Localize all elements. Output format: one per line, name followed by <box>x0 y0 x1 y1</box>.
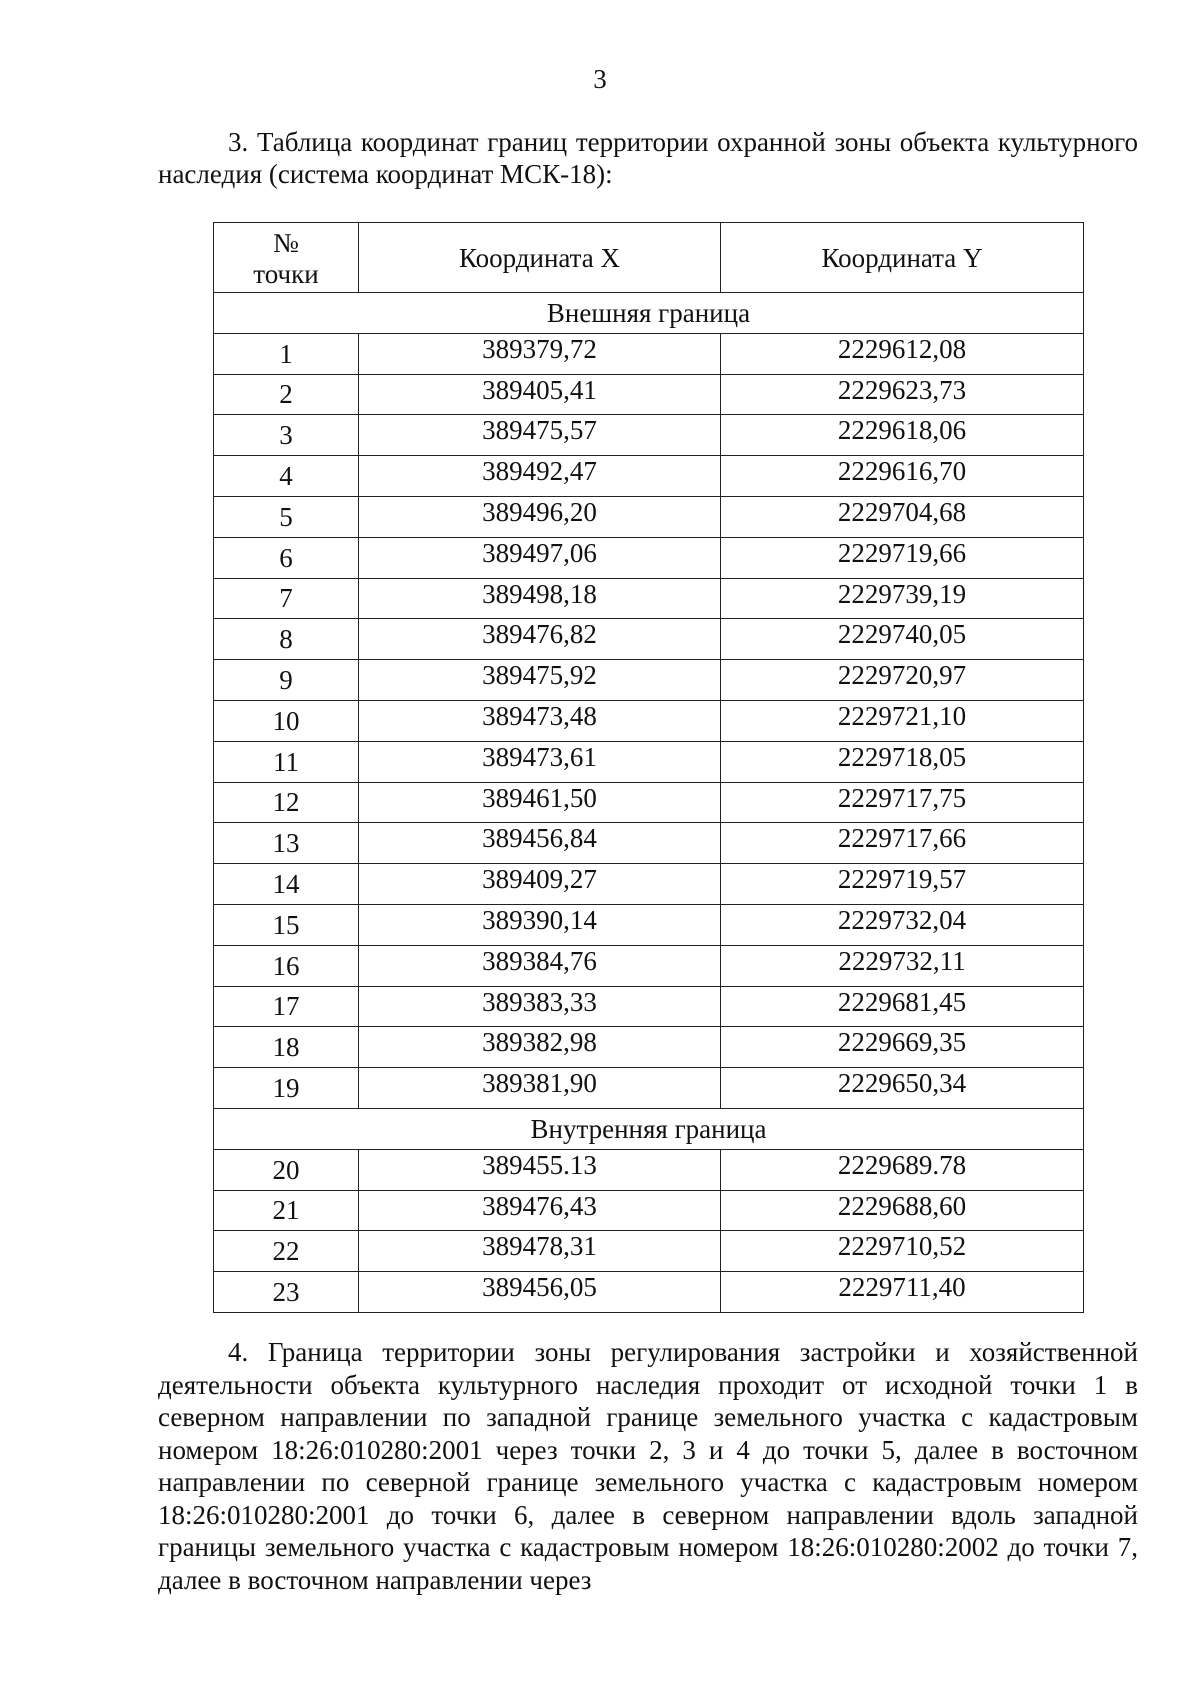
point-number-cell: 8 <box>214 619 359 660</box>
table-row <box>214 741 1084 782</box>
table-row <box>214 578 1084 619</box>
table-row <box>214 1231 1084 1272</box>
coordinate-y-cell: 2229720,97 <box>721 660 1084 701</box>
point-number-cell: 15 <box>214 904 359 945</box>
point-number-cell: 4 <box>214 456 359 497</box>
point-number-header-line1: № <box>273 227 299 258</box>
coordinate-x-cell: 389381,90 <box>359 1068 721 1109</box>
coordinate-x-cell: 389492,47 <box>359 456 721 497</box>
table-row <box>214 986 1084 1027</box>
coordinate-x-cell: 389382,98 <box>359 1027 721 1068</box>
point-number-cell: 9 <box>214 660 359 701</box>
table-row <box>214 456 1084 497</box>
point-number-cell: 2 <box>214 374 359 415</box>
coordinate-y-cell: 2229681,45 <box>721 986 1084 1027</box>
coordinate-y-cell: 2229704,68 <box>721 496 1084 537</box>
table-body <box>214 293 1084 1313</box>
table-row <box>214 1027 1084 1068</box>
coordinate-y-cell: 2229740,05 <box>721 619 1084 660</box>
point-number-cell: 21 <box>214 1190 359 1231</box>
coordinate-x-cell: 389405,41 <box>359 374 721 415</box>
table-row <box>214 864 1084 905</box>
table-row <box>214 1190 1084 1231</box>
group-title: Внешняя граница <box>214 293 1084 334</box>
coordinate-y-cell: 2229689.78 <box>721 1149 1084 1190</box>
table-row <box>214 945 1084 986</box>
table-row <box>214 660 1084 701</box>
table-row <box>214 537 1084 578</box>
coordinate-x-cell: 389383,33 <box>359 986 721 1027</box>
table-row <box>214 1068 1084 1109</box>
table-row <box>214 415 1084 456</box>
table-row <box>214 823 1084 864</box>
point-number-cell: 23 <box>214 1272 359 1313</box>
table-row <box>214 1149 1084 1190</box>
point-number-header-line2: точки <box>253 258 319 289</box>
point-number-cell: 11 <box>214 741 359 782</box>
point-number-cell: 7 <box>214 578 359 619</box>
coordinate-y-cell: 2229719,57 <box>721 864 1084 905</box>
group-title: Внутренняя граница <box>214 1108 1084 1149</box>
point-number-cell: 1 <box>214 333 359 374</box>
page-number: 3 <box>593 64 607 94</box>
table-group-row <box>214 293 1084 334</box>
coordinate-y-cell: 2229717,66 <box>721 823 1084 864</box>
coordinate-y-cell: 2229721,10 <box>721 700 1084 741</box>
coordinate-x-cell: 389409,27 <box>359 864 721 905</box>
coordinate-x-cell: 389475,92 <box>359 660 721 701</box>
coordinate-y-cell: 2229669,35 <box>721 1027 1084 1068</box>
coordinate-x-cell: 389384,76 <box>359 945 721 986</box>
coordinate-x-cell: 389390,14 <box>359 904 721 945</box>
point-number-cell: 16 <box>214 945 359 986</box>
point-number-cell: 5 <box>214 496 359 537</box>
table-row <box>214 333 1084 374</box>
coordinate-y-cell: 2229732,04 <box>721 904 1084 945</box>
point-number-cell: 19 <box>214 1068 359 1109</box>
point-number-cell: 17 <box>214 986 359 1027</box>
coordinate-x-cell: 389476,82 <box>359 619 721 660</box>
point-number-cell: 14 <box>214 864 359 905</box>
table-header <box>214 223 1084 293</box>
table-row <box>214 700 1084 741</box>
table-row <box>214 1272 1084 1313</box>
coordinates-table <box>213 222 1084 1313</box>
table-row <box>214 374 1084 415</box>
table-group-row <box>214 1108 1084 1149</box>
section-3-paragraph: 3. Таблица координат границ территории охранной зоны объекта культурного наследия (система координат МСК-18): <box>158 127 1138 189</box>
coordinate-x-cell: 389473,48 <box>359 700 721 741</box>
point-number-cell: 20 <box>214 1149 359 1190</box>
coordinate-x-cell: 389456,84 <box>359 823 721 864</box>
coordinate-x-cell: 389379,72 <box>359 333 721 374</box>
point-number-cell: 13 <box>214 823 359 864</box>
table-row <box>214 496 1084 537</box>
coordinate-y-cell: 2229719,66 <box>721 537 1084 578</box>
coordinate-x-cell: 389497,06 <box>359 537 721 578</box>
point-number-cell: 12 <box>214 782 359 823</box>
coordinate-x-cell: 389475,57 <box>359 415 721 456</box>
coordinate-y-cell: 2229732,11 <box>721 945 1084 986</box>
coordinate-y-cell: 2229710,52 <box>721 1231 1084 1272</box>
coordinate-y-cell: 2229618,06 <box>721 415 1084 456</box>
coordinate-x-cell: 389456,05 <box>359 1272 721 1313</box>
coordinate-x-cell: 389461,50 <box>359 782 721 823</box>
coordinate-x-cell: 389478,31 <box>359 1231 721 1272</box>
point-number-cell: 18 <box>214 1027 359 1068</box>
coordinate-x-cell: 389473,61 <box>359 741 721 782</box>
point-number-cell: 10 <box>214 700 359 741</box>
table-row <box>214 904 1084 945</box>
coordinate-y-header: Координата Y <box>721 223 1084 293</box>
table-row <box>214 619 1084 660</box>
coordinate-x-header: Координата X <box>359 223 721 293</box>
coordinate-y-cell: 2229650,34 <box>721 1068 1084 1109</box>
point-number-header <box>214 223 359 293</box>
coordinate-x-cell: 389476,43 <box>359 1190 721 1231</box>
point-number-cell: 22 <box>214 1231 359 1272</box>
coordinate-y-cell: 2229739,19 <box>721 578 1084 619</box>
coordinate-y-cell: 2229718,05 <box>721 741 1084 782</box>
coordinate-x-cell: 389498,18 <box>359 578 721 619</box>
coordinate-y-cell: 2229616,70 <box>721 456 1084 497</box>
coordinate-x-cell: 389496,20 <box>359 496 721 537</box>
coordinate-y-cell: 2229717,75 <box>721 782 1084 823</box>
table-row <box>214 782 1084 823</box>
coordinate-x-cell: 389455.13 <box>359 1149 721 1190</box>
point-number-cell: 6 <box>214 537 359 578</box>
coordinate-y-cell: 2229711,40 <box>721 1272 1084 1313</box>
section-4-paragraph: 4. Граница территории зоны регулирования застройки и хозяйственной деятельности объекта культурного наследия проходит от исходной точки 1 в северном направлении по западной границе земельного участка с кадастровым номером 18:26:010280:2001 через точки 2, 3 и 4 до точки 5, далее в восточном направлении по северной границе земельного участка с кадастровым номером 18:26:010280:2001 до точки 6, далее в северном направлении вдоль западной границы земельного участка с кадастровым номером 18:26:010280:2002 до точки 7, далее в восточном направлении через <box>158 1337 1138 1595</box>
coordinate-y-cell: 2229688,60 <box>721 1190 1084 1231</box>
coordinate-y-cell: 2229612,08 <box>721 333 1084 374</box>
coordinate-y-cell: 2229623,73 <box>721 374 1084 415</box>
point-number-cell: 3 <box>214 415 359 456</box>
